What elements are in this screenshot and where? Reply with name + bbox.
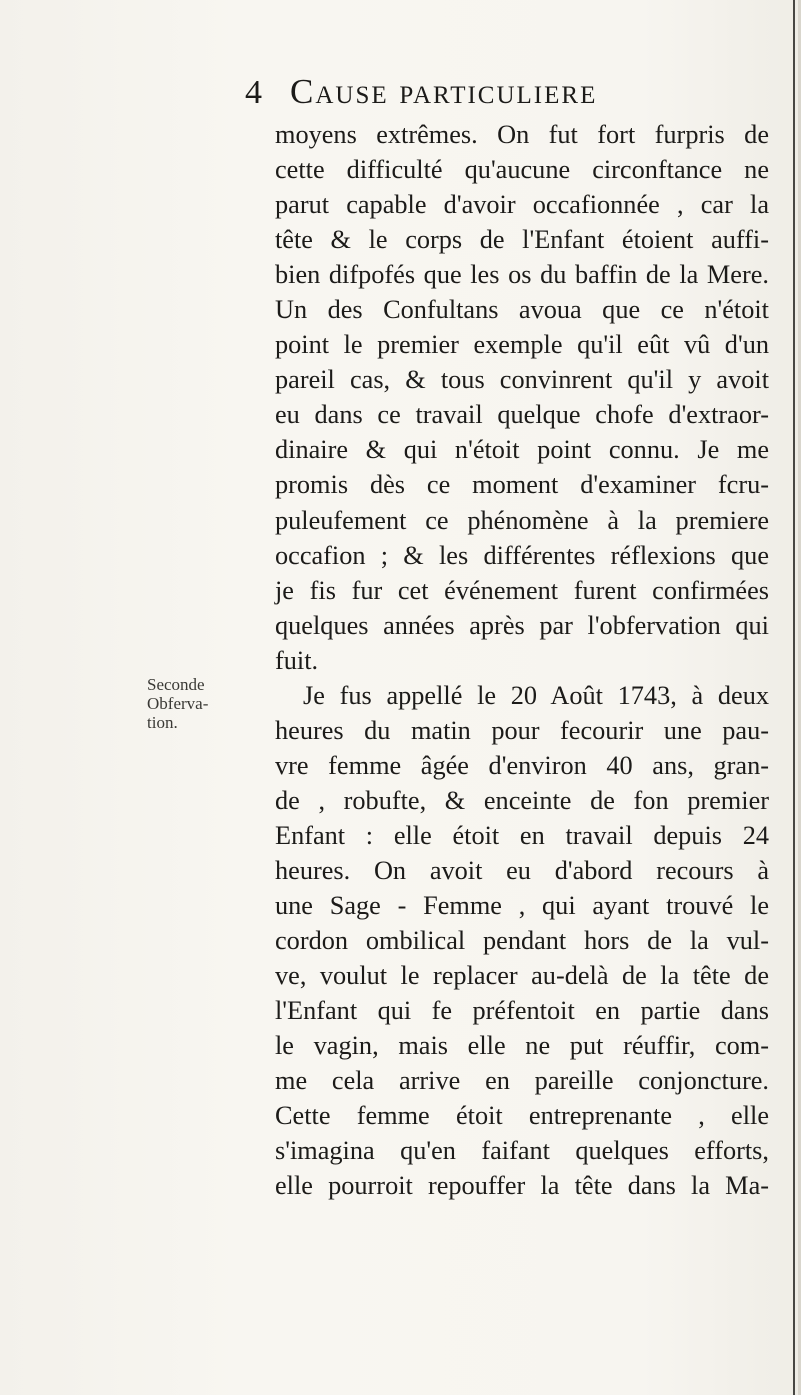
text-line: le vagin, mais elle ne put réuffir, com- xyxy=(275,1031,769,1061)
text-line: quelques années après par l'obfervation qui xyxy=(275,610,769,640)
text-line: Un des Confultans avoua que ce n'étoit xyxy=(275,295,769,325)
text-line: dinaire & qui n'étoit point connu. Je me xyxy=(275,435,769,465)
text-line: de , robufte, & enceinte de fon premier xyxy=(275,785,769,815)
text-line: moyens extrêmes. On fut fort furpris de xyxy=(275,120,769,149)
text-line: occafion ; & les différentes réflexions que xyxy=(275,540,769,570)
text-line: une Sage - Femme , qui ayant trouvé le xyxy=(275,891,769,921)
text-line: Enfant : elle étoit en travail depuis 24 xyxy=(275,820,769,850)
margin-note xyxy=(147,675,267,732)
text-line: je fis fur cet événement furent confirmées xyxy=(275,575,769,605)
text-line: Je fus appellé le 20 Août 1743, à deux xyxy=(303,680,769,710)
text-line: elle pourroit repouffer la tête dans la Ma- xyxy=(275,1171,769,1201)
text-line: s'imagina qu'en faifant quelques efforts, xyxy=(275,1136,769,1166)
margin-note-line: tion. xyxy=(147,713,178,732)
margin-note-line: Seconde xyxy=(147,675,205,694)
text-line: fuit. xyxy=(275,645,319,675)
text-line: cordon ombilical pendant hors de la vul- xyxy=(275,926,769,956)
text-line: cette difficulté qu'aucune circonftance ne xyxy=(275,155,769,185)
margin-note-line: Obferva- xyxy=(147,694,209,713)
text-line: puleufement ce phénomène à la premiere xyxy=(275,505,769,535)
text-line: me cela arrive en pareille conjoncture. xyxy=(275,1066,769,1096)
text-line: ve, voulut le replacer au-delà de la tête de xyxy=(275,961,769,991)
text-line: point le premier exemple qu'il eût vû d'un xyxy=(275,330,769,360)
page-edge-line xyxy=(793,0,795,1395)
body-text xyxy=(275,117,769,1203)
running-header xyxy=(245,72,597,112)
text-line: Cette femme étoit entreprenante , elle xyxy=(275,1101,769,1131)
text-line: tête & le corps de l'Enfant étoient auffi- xyxy=(275,225,769,255)
page-number: 4 xyxy=(245,74,264,111)
text-line: heures du matin pour fecourir une pau- xyxy=(275,715,769,745)
text-line: bien difpofés que les os du baffin de la Mere. xyxy=(275,260,769,290)
text-line: parut capable d'avoir occafionnée , car la xyxy=(275,190,769,220)
text-line: vre femme âgée d'environ 40 ans, gran- xyxy=(275,750,769,780)
text-line: heures. On avoit eu d'abord recours à xyxy=(275,855,769,885)
text-line: promis dès ce moment d'examiner fcru- xyxy=(275,470,769,500)
text-line: pareil cas, & tous convinrent qu'il y avoit xyxy=(275,365,769,395)
running-title: Cause particuliere xyxy=(290,72,598,111)
text-line: l'Enfant qui fe préfentoit en partie dans xyxy=(275,996,769,1026)
text-line: eu dans ce travail quelque chofe d'extraor- xyxy=(275,400,769,430)
